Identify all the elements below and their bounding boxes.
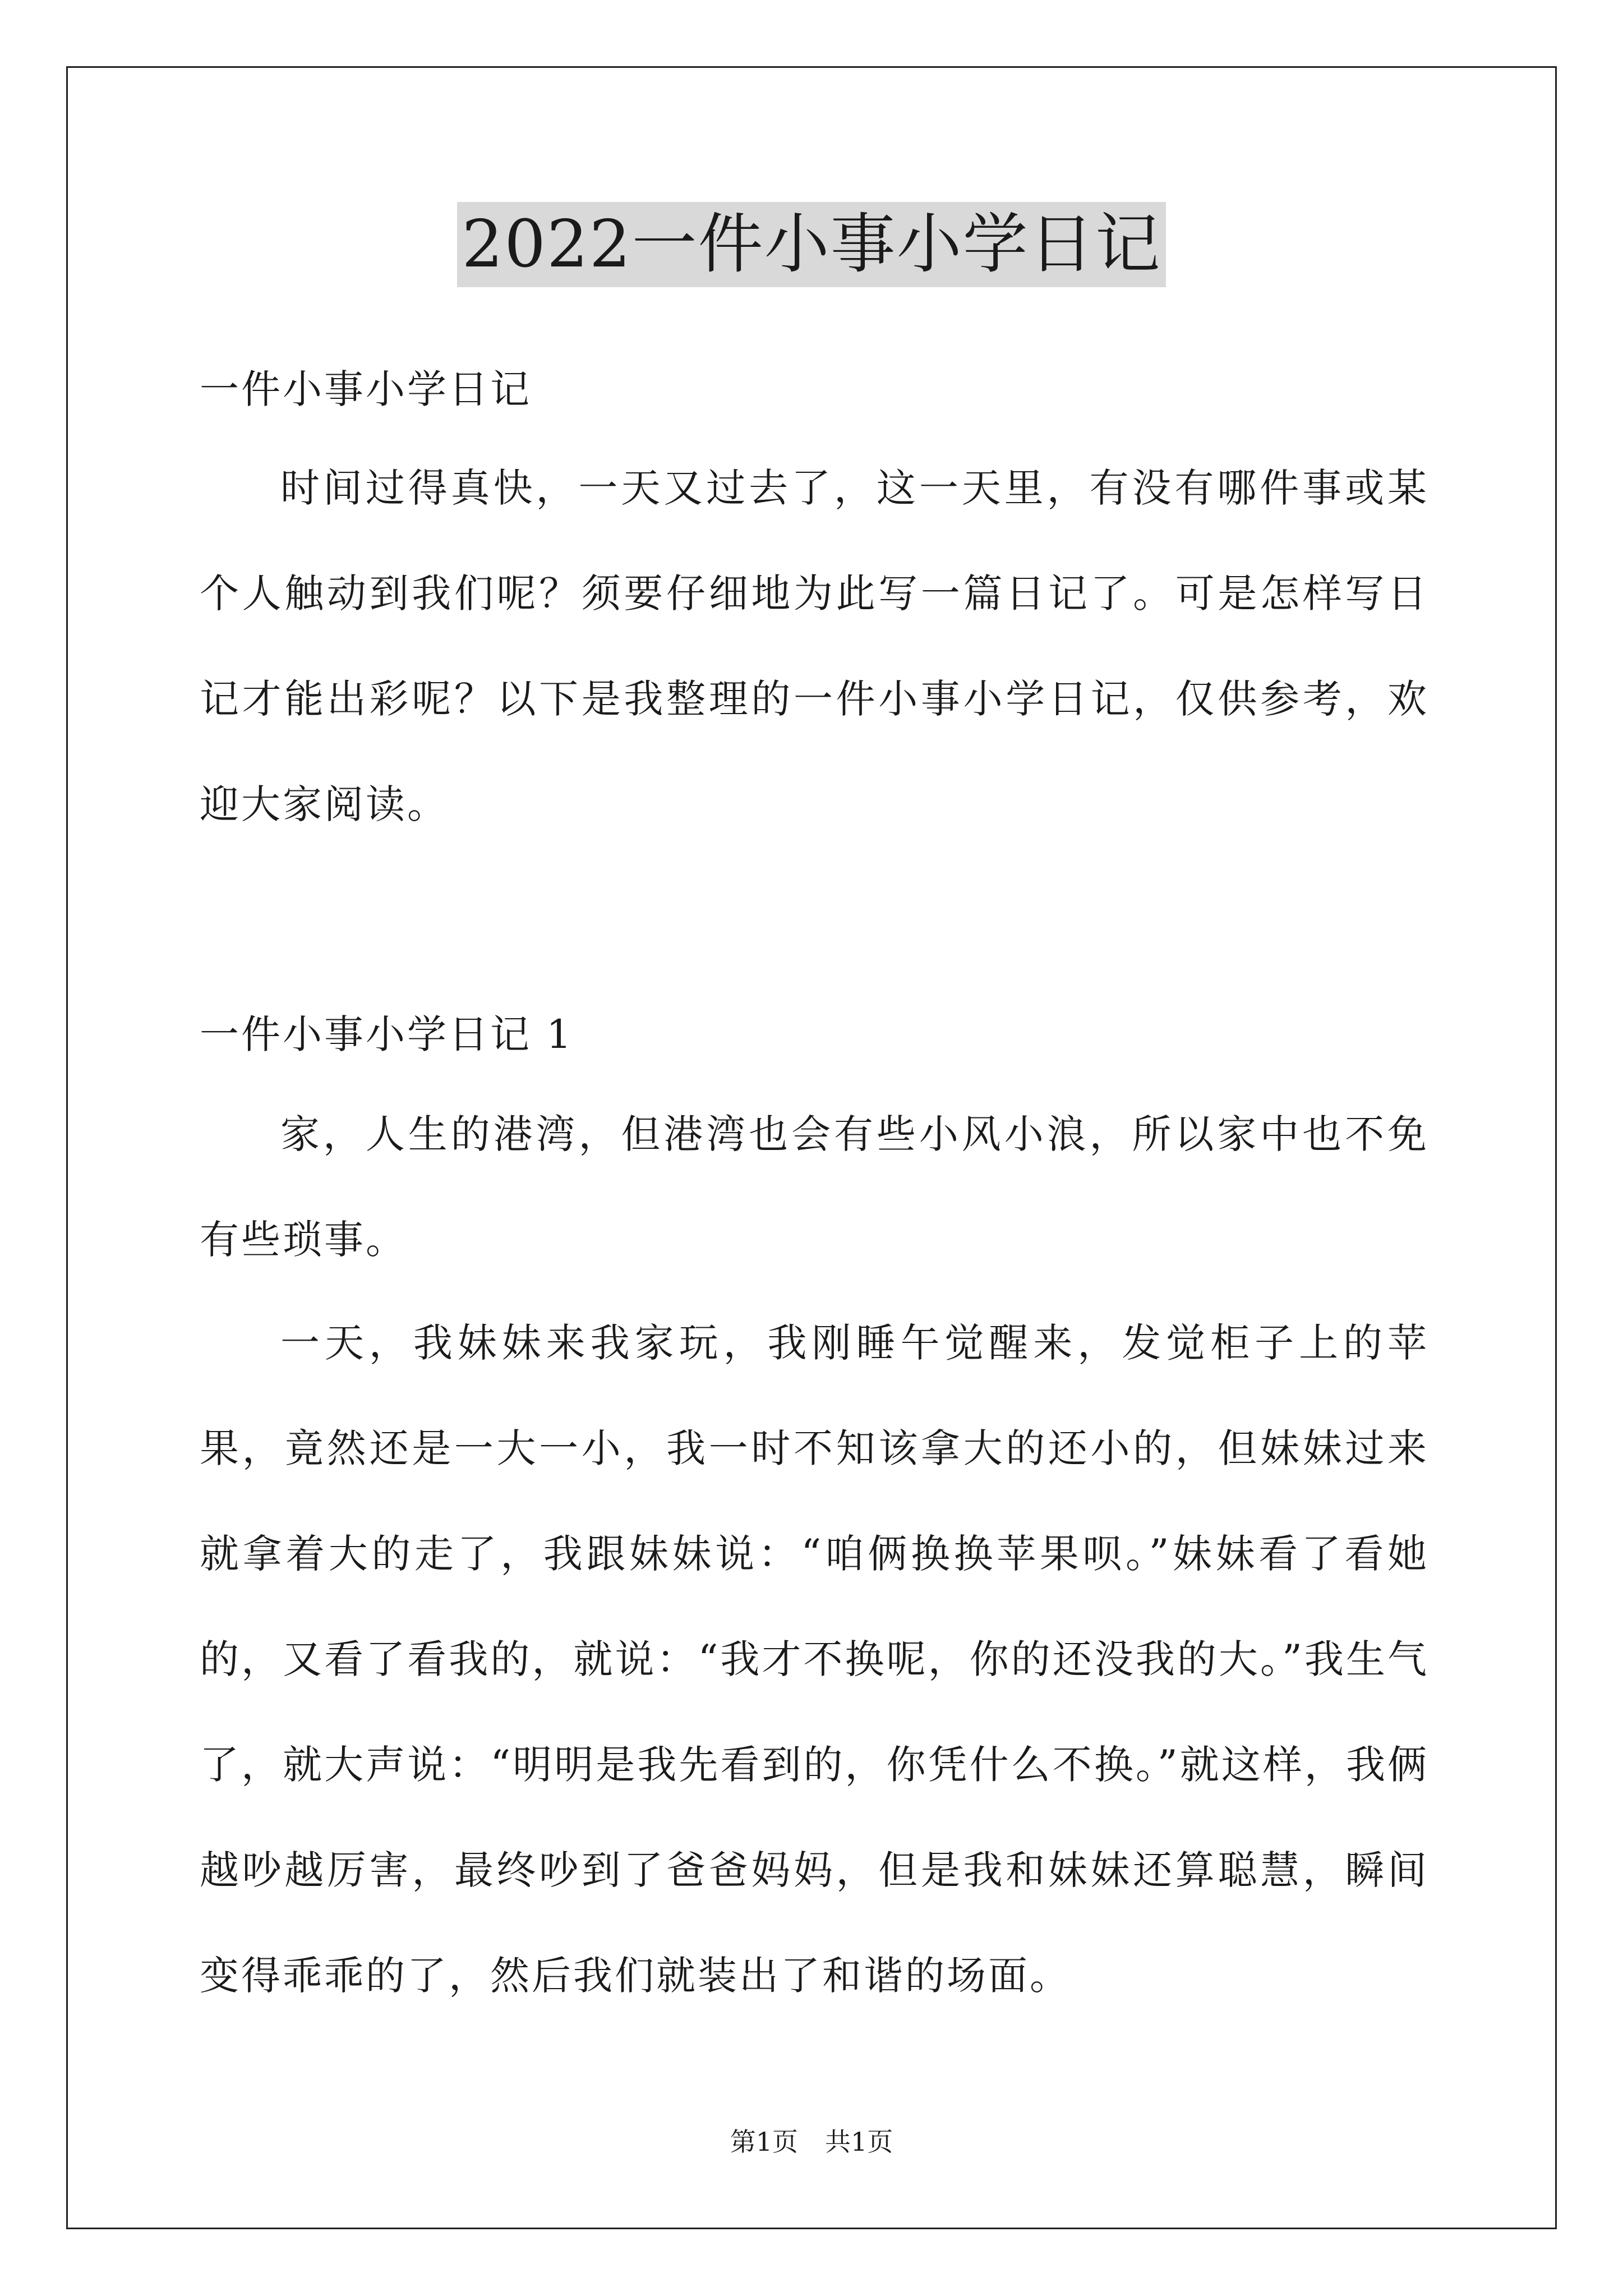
intro-heading-text: 一件小事小学日记 (200, 366, 532, 412)
section-1-heading: 一件小事小学日记 1 (200, 1011, 574, 1057)
intro-paragraph-block (200, 435, 1429, 857)
section-1-paragraph-1: 家，人生的港湾，但港湾也会有些小风小浪，所以家中也不免有些琐事。 (200, 1111, 1429, 1263)
section-1-heading-block (200, 982, 1429, 1087)
title-container (0, 202, 1623, 287)
document-title: 2022一件小事小学日记 (457, 202, 1165, 287)
section-1-para-1-block (200, 1082, 1429, 1292)
intro-heading-block (200, 337, 1429, 442)
page-total: 共1页 (825, 2127, 893, 2157)
section-1-paragraph-2: 一天，我妹妹来我家玩，我刚睡午觉醒来，发觉柜子上的苹果，竟然还是一大一小，我一时不知该拿大的还小的，但妹妹过来就拿着大的走了，我跟妹妹说：“咱俩换换苹果呗。”妹妹看了看她的，又看了看我的，就说：“我才不换呢，你的还没我的大。”我生气了，就大声说：“明明是我先看到的，你凭什么不换。”就这样，我俩越吵越厉害，最终吵到了爸爸妈妈，但是我和妹妹还算聪慧，瞬间变得乖乖的了，然后我们就装出了和谐的场面。 (200, 1320, 1429, 1999)
section-1-para-2-block (200, 1290, 1429, 2028)
page-footer (0, 2125, 1623, 2159)
intro-paragraph: 时间过得真快，一天又过去了，这一天里，有没有哪件事或某个人触动到我们呢？须要仔细地为此写一篇日记了。可是怎样写日记才能出彩呢？以下是我整理的一件小事小学日记，仅供参考，欢迎大家阅读。 (200, 465, 1429, 827)
page-number: 第1页 (730, 2127, 798, 2157)
